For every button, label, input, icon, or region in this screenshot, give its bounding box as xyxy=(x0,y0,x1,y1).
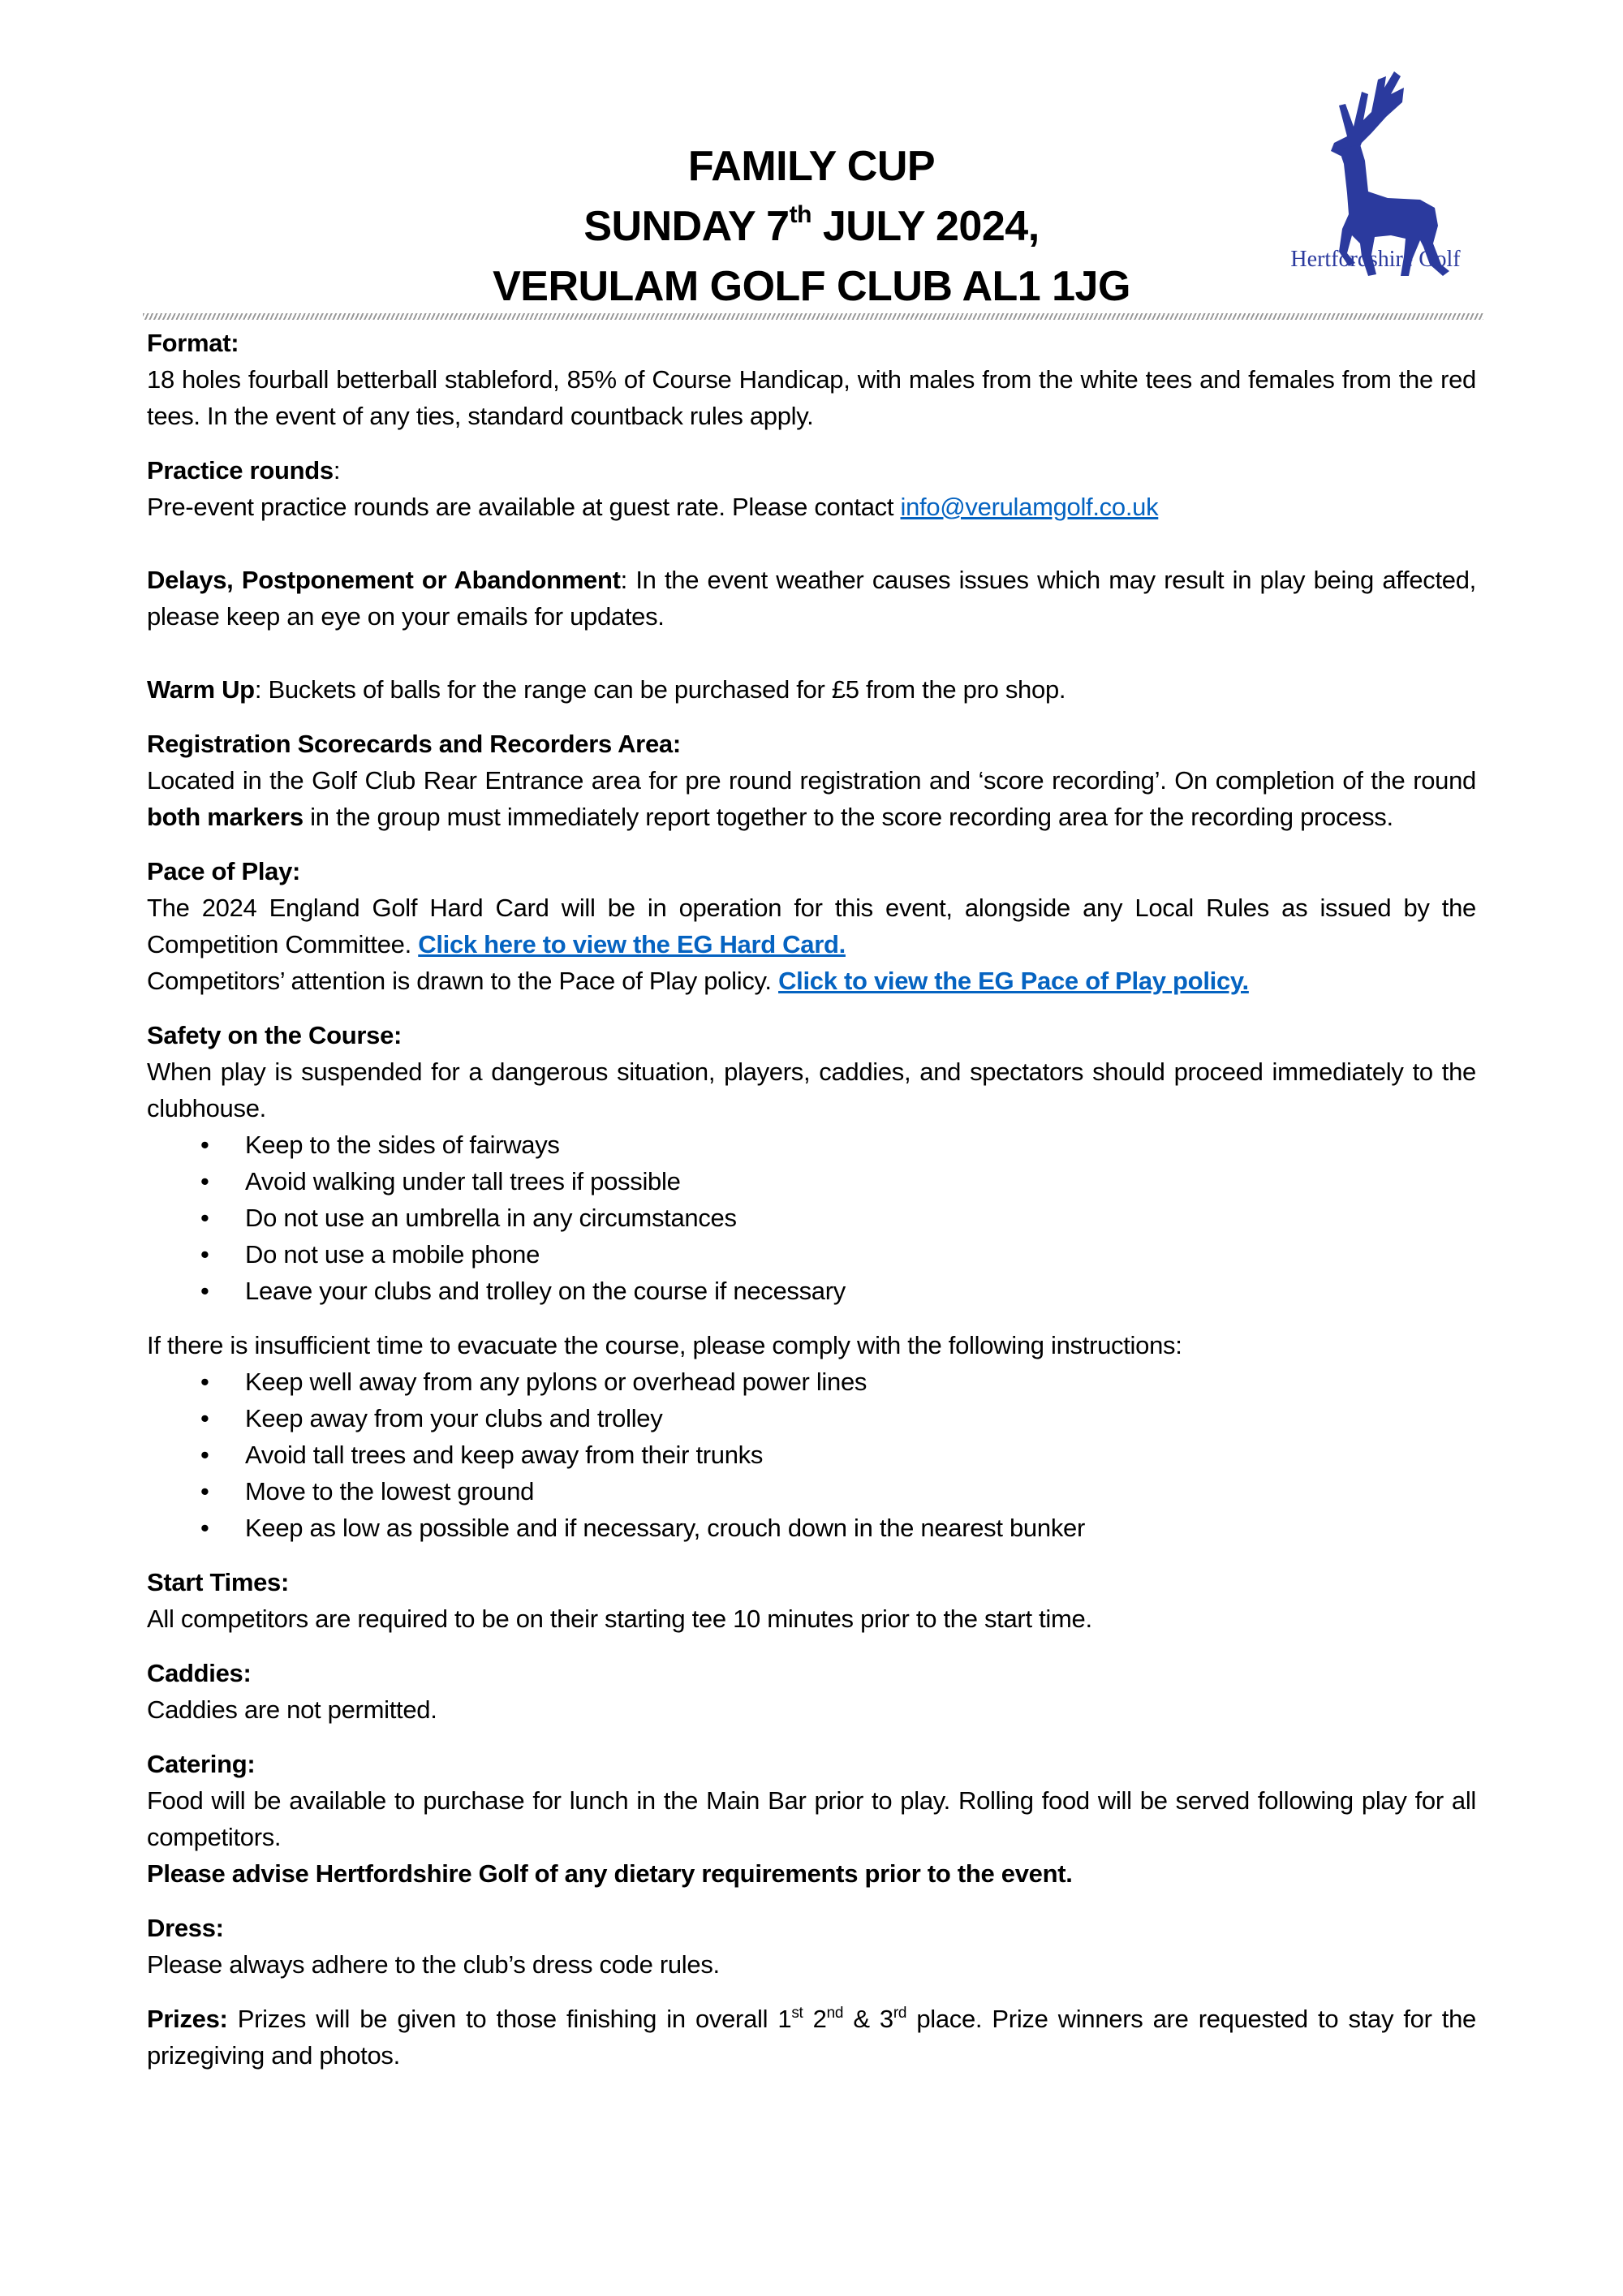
practice-text: Pre-event practice rounds are available at guest rate. Please contact xyxy=(147,493,901,521)
ordinal-suffix: st xyxy=(791,2005,803,2022)
format-text: 18 holes fourball betterball stableford, 85% of Course Handicap, with males from the white tees and females from the red tees. In the event of any ties, standard countback rules apply. xyxy=(147,365,1476,430)
ordinal-suffix: rd xyxy=(893,2005,907,2022)
start-heading: Start Times: xyxy=(147,1568,289,1596)
caddies-heading: Caddies: xyxy=(147,1659,252,1687)
safety-section xyxy=(147,1017,1476,1546)
caddies-section xyxy=(147,1655,1476,1728)
pace-policy-text: Competitors’ attention is drawn to the Pace of Play policy. xyxy=(147,967,779,995)
delays-text: : In the event weather causes issues which may result in play being affected, please keep an eye on your emails for updates. xyxy=(147,566,1476,631)
pace-heading: Pace of Play: xyxy=(147,857,301,885)
prizes-text: 2 xyxy=(803,2005,827,2033)
document-title xyxy=(325,136,1298,317)
practice-heading: Practice rounds xyxy=(147,456,334,485)
list-item: • Leave your clubs and trolley on the course if necessary xyxy=(147,1273,1476,1309)
catering-heading: Catering: xyxy=(147,1750,256,1778)
list-item: • Keep away from your clubs and trolley xyxy=(147,1400,1476,1437)
title-line-1: FAMILY CUP xyxy=(687,143,936,190)
contact-email-link[interactable]: info@verulamgolf.co.uk xyxy=(900,493,1159,521)
format-heading: Format: xyxy=(147,329,239,357)
catering-notice: Please advise Hertfordshire Golf of any dietary requirements prior to the event. xyxy=(147,1859,1073,1888)
hertfordshire-golf-logo xyxy=(1290,55,1461,299)
delays-heading: Delays, Postponement or Abandonment xyxy=(147,566,621,594)
list-item: • Do not use a mobile phone xyxy=(147,1236,1476,1273)
evacuation-text: If there is insufficient time to evacuate the course, please comply with the following instructions: xyxy=(147,1331,1182,1359)
list-item: • Move to the lowest ground xyxy=(147,1473,1476,1510)
title-line-2 xyxy=(325,196,1298,256)
registration-heading: Registration Scorecards and Recorders Area: xyxy=(147,730,681,758)
prizes-text: place. Prize winners are requested to stay for the prizegiving and photos. xyxy=(147,2005,1476,2070)
safety-heading: Safety on the Course: xyxy=(147,1021,403,1049)
dress-heading: Dress: xyxy=(147,1914,224,1942)
warmup-heading: Warm Up xyxy=(147,675,255,704)
format-section xyxy=(147,325,1476,434)
caddies-text: Caddies are not permitted. xyxy=(147,1695,437,1724)
practice-colon: : xyxy=(333,456,341,485)
dress-section xyxy=(147,1910,1476,1983)
title-line-3: VERULAM GOLF CLUB AL1 1JG xyxy=(493,263,1130,310)
practice-section xyxy=(147,452,1476,525)
prizes-text: Prizes will be given to those finishing in overall 1 xyxy=(227,2005,792,2033)
pace-text: The 2024 England Golf Hard Card will be in operation for this event, alongside any Local Rules as issued by the Competition Committee. xyxy=(147,894,1476,958)
hard-card-link[interactable]: Click here to view the EG Hard Card. xyxy=(418,930,846,958)
ordinal-suffix: nd xyxy=(826,2005,844,2022)
evacuation-list xyxy=(147,1363,1476,1546)
start-text: All competitors are required to be on their starting tee 10 minutes prior to the start time. xyxy=(147,1605,1092,1633)
catering-text: Food will be available to purchase for lunch in the Main Bar prior to play. Rolling food will be served following play for all competitors. xyxy=(147,1786,1476,1851)
safety-list xyxy=(147,1126,1476,1309)
prizes-text: & 3 xyxy=(843,2005,893,2033)
registration-text: Located in the Golf Club Rear Entrance area for pre round registration and ‘score recording’. On completion of the round xyxy=(147,766,1476,795)
title-date-suffix: th xyxy=(789,201,812,228)
list-item: • Keep as low as possible and if necessary, crouch down in the nearest bunker xyxy=(147,1510,1476,1546)
safety-text: When play is suspended for a dangerous situation, players, caddies, and spectators should proceed immediately to the clubhouse. xyxy=(147,1058,1476,1122)
header-divider xyxy=(143,313,1483,320)
warmup-section xyxy=(147,671,1476,708)
start-section xyxy=(147,1564,1476,1637)
registration-section xyxy=(147,726,1476,835)
list-item: • Keep well away from any pylons or overhead power lines xyxy=(147,1363,1476,1400)
logo-text: Hertfordshire Golf xyxy=(1290,247,1461,272)
title-date: SUNDAY 7 xyxy=(583,203,790,250)
pace-policy-link[interactable]: Click to view the EG Pace of Play policy. xyxy=(778,967,1249,995)
prizes-heading: Prizes: xyxy=(147,2005,228,2033)
document-body xyxy=(147,325,1476,2074)
list-item: • Avoid walking under tall trees if possible xyxy=(147,1163,1476,1200)
prizes-section xyxy=(147,2001,1476,2074)
registration-text-end: in the group must immediately report together to the score recording area for the recording process. xyxy=(303,803,1393,831)
pace-section xyxy=(147,853,1476,999)
delays-section xyxy=(147,562,1476,635)
warmup-text: : Buckets of balls for the range can be purchased for £5 from the pro shop. xyxy=(254,675,1066,704)
list-item: • Keep to the sides of fairways xyxy=(147,1126,1476,1163)
title-date-rest: JULY 2024, xyxy=(811,203,1040,250)
registration-bold: both markers xyxy=(147,803,304,831)
dress-text: Please always adhere to the club’s dress code rules. xyxy=(147,1950,720,1979)
list-item: • Do not use an umbrella in any circumstances xyxy=(147,1200,1476,1236)
catering-section xyxy=(147,1746,1476,1892)
list-item: • Avoid tall trees and keep away from their trunks xyxy=(147,1437,1476,1473)
